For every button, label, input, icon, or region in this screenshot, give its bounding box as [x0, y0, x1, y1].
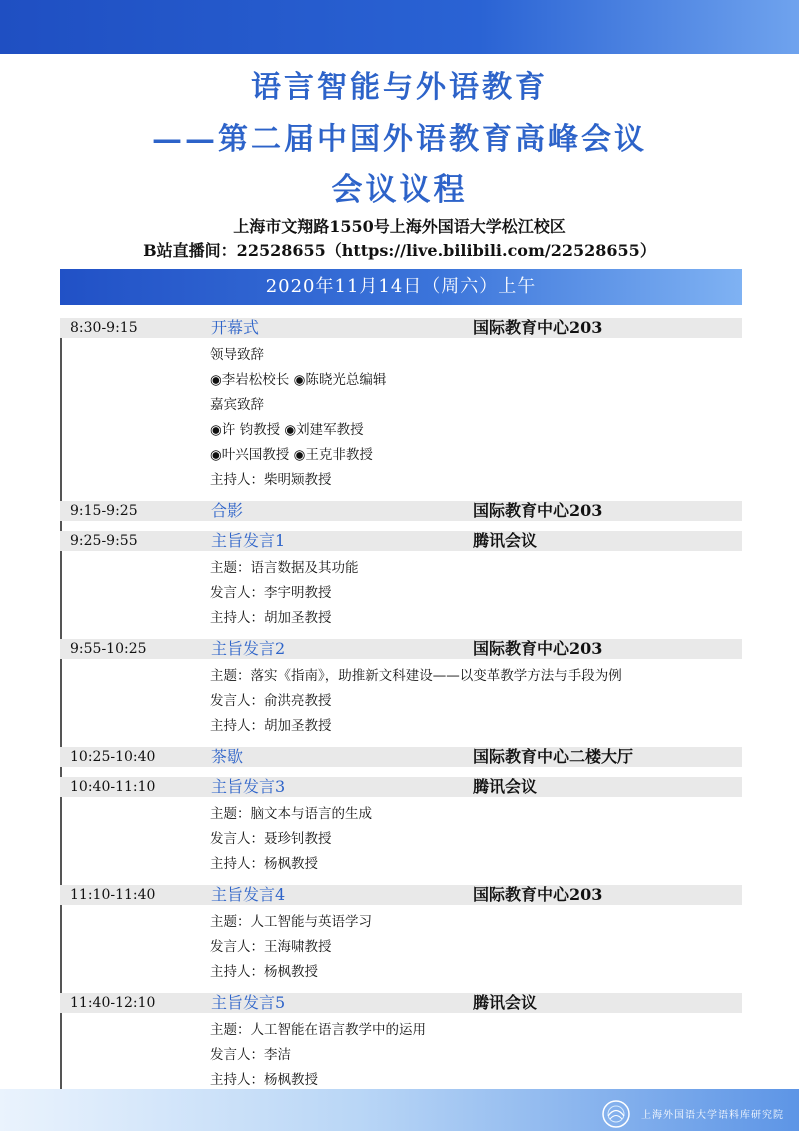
session-header-row	[60, 747, 742, 767]
session-time: 8:30-9:15	[70, 320, 138, 336]
session-details	[60, 1013, 742, 1093]
session-detail-line: 领导致辞	[210, 347, 264, 363]
session-time: 11:10-11:40	[70, 887, 156, 903]
session-time: 10:40-11:10	[70, 779, 156, 795]
session-header-row	[60, 885, 742, 905]
session-venue: 腾讯会议	[473, 531, 538, 550]
day-banner: 2020年11月14日（周六）上午	[60, 269, 742, 305]
title-line-3: 会议议程	[331, 172, 468, 208]
session-time: 9:15-9:25	[70, 503, 138, 519]
session-detail-line: 主题：语言数据及其功能	[210, 560, 359, 576]
session-time: 10:25-10:40	[70, 749, 156, 765]
agenda-session	[60, 639, 742, 747]
session-detail-line: 主持人：杨枫教授	[210, 964, 318, 980]
session-name: 主旨发言2	[211, 639, 286, 658]
session-detail-line: 发言人：李洁	[210, 1047, 291, 1063]
session-name: 主旨发言4	[211, 885, 286, 904]
session-venue: 腾讯会议	[473, 993, 538, 1012]
session-detail-line: 发言人：王海啸教授	[210, 939, 332, 955]
session-detail-line: 主持人：胡加圣教授	[210, 610, 332, 626]
session-name: 主旨发言3	[211, 777, 286, 796]
title-line-2: ——第二届中国外语教育高峰会议	[152, 122, 647, 157]
session-detail-line: 发言人：李宇明教授	[210, 585, 332, 601]
session-detail-line: ◉许 钧教授 ◉刘建军教授	[210, 422, 364, 438]
venue-address: 上海市文翔路1550号上海外国语大学松江校区	[233, 217, 566, 236]
session-venue: 腾讯会议	[473, 777, 538, 796]
session-detail-line: 主持人：杨枫教授	[210, 1072, 318, 1088]
session-detail-line: 发言人：俞洪亮教授	[210, 693, 332, 709]
livestream-info: B站直播间：22528655（https://live.bilibili.com/22528655）	[143, 241, 656, 260]
session-name: 开幕式	[211, 318, 260, 337]
agenda-session	[60, 501, 742, 531]
session-venue: 国际教育中心二楼大厅	[473, 747, 634, 766]
session-detail-line: ◉叶兴国教授 ◉王克非教授	[210, 447, 373, 463]
session-time: 9:55-10:25	[70, 641, 147, 657]
session-detail-line: 嘉宾致辞	[210, 397, 264, 413]
session-details	[60, 659, 742, 739]
agenda-session	[60, 318, 742, 501]
session-details	[60, 551, 742, 631]
session-detail-line: 发言人：聂珍钊教授	[210, 831, 332, 847]
session-time: 11:40-12:10	[70, 995, 156, 1011]
session-venue: 国际教育中心203	[473, 318, 603, 337]
agenda-session	[60, 885, 742, 993]
session-detail-line: 主持人：胡加圣教授	[210, 718, 332, 734]
agenda-list	[60, 318, 742, 1101]
title-line-1: 语言智能与外语教育	[251, 70, 548, 105]
footer-institute-name: 上海外国语大学语料库研究院	[641, 1110, 784, 1121]
session-venue: 国际教育中心203	[473, 501, 603, 520]
agenda-session	[60, 747, 742, 777]
session-header-row	[60, 777, 742, 797]
session-detail-line: 主题：落实《指南》，助推新文科建设——以变革教学方法与手段为例	[210, 668, 622, 684]
session-header-row	[60, 639, 742, 659]
session-detail-line: 主持人：柴明颎教授	[210, 472, 332, 488]
session-venue: 国际教育中心203	[473, 639, 603, 658]
session-header-row	[60, 993, 742, 1013]
session-detail-line: 主题：人工智能与英语学习	[210, 914, 372, 930]
session-details	[60, 338, 742, 493]
session-detail-line: 主题：人工智能在语言教学中的运用	[210, 1022, 426, 1038]
agenda-session	[60, 993, 742, 1101]
session-name: 茶歇	[211, 747, 244, 766]
top-band	[0, 0, 799, 54]
session-venue: 国际教育中心203	[473, 885, 603, 904]
session-details	[60, 905, 742, 985]
agenda-session	[60, 531, 742, 639]
session-name: 主旨发言5	[211, 993, 286, 1012]
session-detail-line: ◉李岩松校长 ◉陈晓光总编辑	[210, 372, 387, 388]
session-header-row	[60, 318, 742, 338]
session-header-row	[60, 501, 742, 521]
session-details	[60, 797, 742, 877]
session-detail-line: 主持人：杨枫教授	[210, 856, 318, 872]
session-name: 主旨发言1	[211, 531, 286, 550]
session-name: 合影	[211, 501, 244, 520]
institute-logo-icon	[601, 1099, 631, 1129]
session-header-row	[60, 531, 742, 551]
session-detail-line: 主题：脑文本与语言的生成	[210, 806, 372, 822]
agenda-session	[60, 777, 742, 885]
session-time: 9:25-9:55	[70, 533, 138, 549]
